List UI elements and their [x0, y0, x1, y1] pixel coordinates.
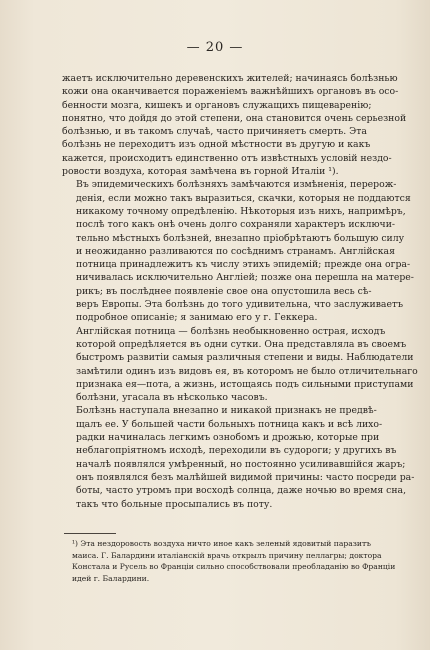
text-line: ¹) Эта нездоровость воздуха ничто иное какъ зеленый ядовитый паразитъ	[72, 539, 371, 548]
page-number: — 20 —	[186, 40, 244, 55]
footnote-divider	[64, 533, 116, 534]
text-line: Въ эпидемическихъ болѣзняхъ замѣчаются измѣненія, перерож-	[76, 179, 397, 191]
text-line: неблагопріятномъ исходѣ, переходили въ судороги; у другихъ въ	[76, 445, 397, 457]
text-line: жаетъ исключительно деревенскихъ жителей; начинаясь болѣзнью	[62, 73, 398, 84]
text-line: началѣ появлялся умѣренный, но постоянно усиливавшійся жаръ;	[76, 458, 406, 470]
text-line: ничивалась исключительно Англіей; позже она перешла на матере-	[76, 272, 414, 284]
text-line: идей г. Балардини.	[72, 573, 150, 583]
text-line: маиса. Г. Балардини италіанскій врачь открылъ причину пеллагры; доктора	[72, 550, 382, 560]
text-line: болѣзни, угасала въ нѣсколько часовъ.	[76, 392, 268, 404]
text-line: Констала и Русель во Франціи сильно способствовали преобладанію во Франціи	[72, 562, 396, 572]
paragraph-4	[62, 404, 415, 510]
text-line: и неожиданно разливаются по сосѣднимъ странамъ. Англійская	[76, 245, 395, 257]
text-line: тельно мѣстныхъ болѣзней, внезапно пріобрѣтаютъ большую силу	[76, 232, 405, 244]
text-line: потница принадлежитъ къ числу этихъ эпидемій; прежде она огра-	[76, 259, 411, 271]
text-line: никакому точному опредѣленію. Нѣкоторыя изъ нихъ, напримѣръ,	[76, 205, 406, 217]
text-line: бенности мозга, кишекъ и органовъ служащихъ пищеваренію;	[62, 99, 372, 111]
text-line: быстромъ развитіи самыя различныя степени и виды. Наблюдатели	[76, 352, 414, 364]
text-line: болѣзнь не переходитъ изъ одной мѣстности въ другую и какъ	[62, 139, 371, 151]
text-line: радки начиналась легкимъ ознобомъ и дрожью, которые при	[76, 432, 380, 444]
text-line: Англійская потница — болѣзнь необыкновенно острая, исходъ	[76, 325, 386, 337]
text-line: онъ появлялся безъ малѣйшей видимой причины: часто посреди ра-	[76, 471, 415, 483]
text-line: ровости воздуха, которая замѣчена въ горной Италіи ¹).	[62, 166, 339, 178]
paragraph-2	[62, 178, 414, 324]
text-line: такъ что больные просыпались въ поту.	[76, 498, 273, 510]
text-line: понятно, что дойдя до этой степени, она становится очень серьезной	[62, 112, 407, 124]
text-line: веръ Европы. Эта болѣзнь до того удивительна, что заслуживаетъ	[76, 299, 404, 311]
text-line: которой опредѣляется въ одни сутки. Она представляла въ своемъ	[76, 338, 407, 350]
text-line: щалъ ее. У большей части больныхъ потница какъ и всѣ лихо-	[76, 418, 383, 430]
text-line: болѣзнью, и въ такомъ случаѣ, часто причиняетъ смерть. Эта	[62, 126, 367, 138]
text-line: Болѣзнь наступала внезапно и никакой признакъ не предвѣ-	[76, 405, 377, 417]
paragraph-1	[62, 72, 407, 178]
body-text	[62, 72, 418, 511]
text-line: послѣ того какъ онѣ очень долго сохраняли характеръ исключи-	[76, 219, 396, 231]
text-line: денія, если можно такъ выразиться, скачки, которыя не поддаются	[76, 192, 411, 204]
text-line: признака ея—пота, а жизнь, истощаясь подъ сильными приступами	[76, 378, 414, 390]
text-line: подробное описаніе; я занимаю его у г. Геккера.	[76, 312, 318, 324]
text-line: рикъ; въ послѣднее появленіе свое она опустошила весь сѣ-	[76, 285, 372, 297]
footnote	[62, 538, 402, 584]
text-line: кожи она оканчивается пораженіемъ важнѣйшихъ органовъ въ осо-	[62, 86, 399, 98]
paragraph-3	[62, 325, 418, 405]
text-line: боты, часто утромъ при восходѣ солнца, даже ночью во время сна,	[76, 485, 407, 497]
text-line: замѣтили одинъ изъ видовъ ея, въ которомъ не было отличительнаго	[76, 365, 418, 377]
text-line: кажется, происходитъ единственно отъ извѣстныхъ условій нездо-	[62, 152, 392, 164]
